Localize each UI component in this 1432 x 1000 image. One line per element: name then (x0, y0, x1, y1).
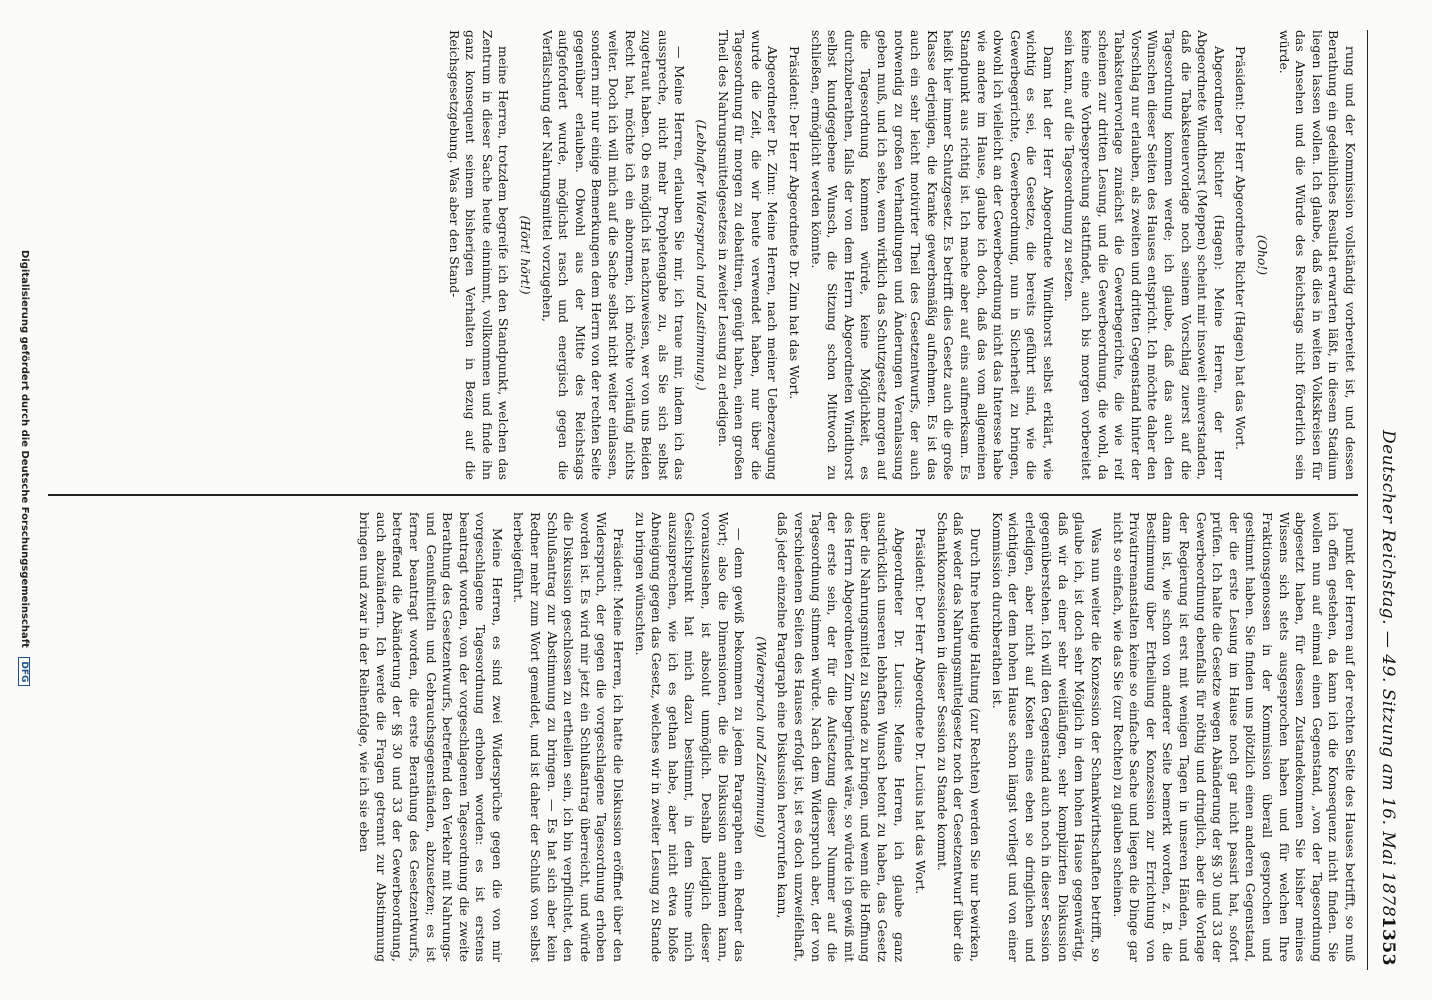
paragraph: — denn gewiß bekommen zu jedem Paragraphen ein Redner das Wort; also die Dimensionen, die die Diskussion annehmen kann, vorauszusehen, ist absolut unmöglich. Deshalb lediglich dieser Gesichtspunkt hat mich dazu bestimmt, in dem Sinne mich auszusprechen, wie ich es gethan habe, aber nicht etwa bloße Abneigung gegen das Gesetz, welches wir in zweiter Lesung zu Stande zu bringen wünschten. (632, 512, 748, 962)
interjection: (Oho!) (1255, 234, 1271, 276)
page-header (1367, 30, 1404, 970)
paragraph: Präsident: Der Herr Abgeordnete Richter (Hagen) hat das Wort. (1233, 46, 1249, 450)
paragraph: Durch Ihre heutige Haltung (zur Rechten) werden Sie nur bewirken, daß weder das Nahrungsmittelgesetz noch der Gesetzentwurf über die Schankkonzessionen in dieser Session zu Stande kommt. (934, 512, 983, 962)
paragraph: Abgeordneter Dr. Zinn: Meine Herren, nach meiner Ueberzeugung wurde die Zeit, die wir heute verwendet haben, nur über die Tagesordnung für morgen zu debattiren, genügt haben, einen großen Theil des Nahrungsmittelgesetzes in zweiter Lesung zu erledigen. (715, 30, 781, 480)
paragraph: Abgeordneter Richter (Hagen): Meine Herren, der Herr Abgeordnete Windthorst (Meppen) scheint mir insoweit einverstanden, daß die Tabaksteuervorlage noch seinem Vorschlag zuerst auf die Tagesordnung kommen werde; ich glaube, daß das auch den Wünschen dieser Seiten des Hauses entspricht. Ich möchte daher den Vorschlag nur erlauben, als zweiten und dritten Gegenstand hinter der Tabaksteuervorlage zunächst die Gewerbegerichte, die wie reif scheinen zur dritten Lesung, und die Gewerbeordnung, die wohl, da keine eine Vorbesprechung stattfindet, auch bis morgen vorbereitet sein kann, auf die Tagesordnung zu setzen. (1062, 30, 1227, 480)
paragraph: rung und der Kommission vollständig vorbereitet ist, und dessen Berathung ein gedeihliches Resultat erwarten läßt, in diesem Stadium liegen lassen wollen. Ich glaube, daß dies in weiten Volkskreisen für das Ansehen und die Würde des Reichstags nicht förderlich sein würde. (1276, 30, 1358, 480)
paragraph: Was nun weiter die Konzession der Schankwirthschaften betrifft, so glaube ich, ist doch sehr Möglich in dem hohen Hause gegenwärtig, daß wir da einer sehr weitläufigen, sehr komplizirten Diskussion gegenüberstehen. Ich will den Gegenstand auch noch in dieser Session erledigen, aber nicht auf Kosten eines eben so dringlichen und wichtigen, der dem hohen Hause schon längst vorliegt und von einer Kommission durchberathen ist. (989, 512, 1105, 962)
left-column (38, 512, 1358, 962)
header-title: Deutscher Reichstag. — 49. Sitzung am 16. Mai 1878. (1378, 430, 1398, 923)
right-column (38, 30, 1358, 480)
page-number: 1353 (1378, 916, 1398, 966)
digitization-credit (12, 250, 30, 686)
paragraph: meine Herren, trotzdem begreife ich den Standpunkt, welchen das Zentrum in dieser Sache heute einnimmt, vollkommen und finde ihn ganz konsequent seinem bisherigen Verhalten in Bezug auf die Reichsgesetzgebung. Was aber den Stand- (446, 30, 512, 480)
paragraph: Meine Herren, es sind zwei Widersprüche gegen die von mir vorgeschlagene Tagesordnung erhoben worden: es ist erstens beantragt worden, von der vorgeschlagenen Tagesordnung die zweite Berathung des Gesetzentwurfs, betreffend den Verkehr mit Nahrungs- und Genußmitteln und Gebrauchsgegenständen, abzusetzen; es ist ferner beantragt worden, die erste Berathung des Gesetzentwurfs, betreffend die Abänderung der §§ 30 und 33 der Gewerbeordnung, auch abzuändern. Ich werde die Fragen getrennt zur Abstimmung bringen und zwar in der Reihenfolge, wie ich sie eben (357, 512, 505, 962)
credit-text: Digitalisierung gefördert durch die Deutsche Forschungsgemeinschaft (19, 250, 30, 648)
dfg-logo: DFG (18, 657, 30, 686)
interjection: (Hört! hört!) (518, 215, 534, 295)
paragraph: Präsident: Der Herr Abgeordnete Dr. Zinn hat das Wort. (787, 46, 802, 400)
paragraph: — Meine Herren, erlauben Sie mir, ich traue mir, indem ich das ausspreche, nicht mehr Prophetengabe zu, als Sie sich selbst zugetraut haben. Ob es möglich ist nachzuweisen, wer von uns Beiden Recht hat, möchte ich ein abnormen, ich möchte vorläufig nichts weiter. Doch ich will mich auf die Sache selbst nicht weiter einlassen, sondern mir nur einige Bemerkungen dem Herrn von der rechten Seite gegenüber erlauben. Obwohl aus der Mitte des Reichstags aufgefordert wurde, möglichst rasch und energisch gegen die Verfälschung der Nahrungsmittel vorzugehen, (539, 30, 688, 480)
paragraph: Präsident: Meine Herren, ich hatte die Diskussion eröffnet über den Widerspruch, der gegen die vorgeschlagene Tagesordnung erhoben worden ist. Es wird mir jetzt ein Schlußantrag überreicht, und würde die Diskussion geschlossen zu ertheilen sein, ich bin verpflichtet, den Schlußantrag zur Abstimmung zu bringen. — Es hat sich aber kein Redner mehr zum Wort gemeldet, und ist daher der Schluß von selbst herbeigeführt. (511, 512, 627, 962)
paragraph: Abgeordneter Dr. Lucius: Meine Herren, ich glaube ganz ausdrücklich unseren lebhaften Wunsch betont zu haben, das Gesetz über die Nahrungsmittel zu Stande zu bringen, und wenn die Hoffnung des Herrn Abgeordneten Zinn begründet wäre, so würde ich gewiß mit der erste sein, der für die Aufsetzung dieser Nummer auf die Tagesordnung stimmen würde. Nach dem Widerspruch aber, der von verschiedenen Seiten des Hauses erfolgt ist, ist es doch unzweifelhaft, daß jeder einzelne Paragraph eine Diskussion hervorrufen kann, (775, 512, 907, 962)
paragraph: Präsident: Der Herr Abgeordnete Dr. Lucius hat das Wort. (913, 528, 929, 895)
paragraph: Dann hat der Herr Abgeordnete Windthorst selbst erklärt, wie wichtig es sei, die Gesetze, die bereits geführt sind, wie die Gewerbegerichte, Gewerbeordnung, nun in Sicherheit zu bringen, obwohl ich vielleicht an der Gewerbeordnung nicht das Interesse habe wie andere im Hause, glaube ich doch, daß das vom allgemeinen Standpunkt aus richtig ist. Ich mache aber auf eins aufmerksam. Es heißt hier immer Schutzgesetz. Es betrifft dies Gesetz auch die große Klasse derjenigen, die Kranke gewerbsmäßig aufnehmen. Es ist das auch ein sehr leicht motivirter Theil des Gesetzentwurfs, der auch notwendig zu großen Verhandlungen und Änderungen Veranlassung geben muß, und ich sehe, wenn wirklich das Schutzgesetz morgen auf die Tagesordnung kommen würde, keine Möglichkeit, es durchzuberathen, falls der von dem Herrn Abgeordneten Windthorst selbst kundgegebene Wunsch, die Sitzung schon Mittwoch zu schließen, ermöglicht werden könnte. (808, 30, 1056, 480)
column-divider (48, 494, 1358, 496)
interjection: (Lebhafter Widerspruch und Zustimmung.) (694, 119, 710, 391)
paragraph: punkt der Herren auf der rechten Seite des Hauses betrifft, so muß ich offen gestehen, da kann ich die Konsequenz nicht finden. Sie wollen nun auf einmal einen Gegenstand, „von der Tagesordnung abgesetzt haben, für dessen Zustandekommen Sie bisher meines Wissens sich stets ausgesprochen haben und für welchen Ihre Fraktionsgenossen in der Kommission überall gesprochen und gestimmt haben. Sie finden uns plötzlich einen anderen Gegenstand, der die erste Lesung im Hause noch gar nicht passirt hat, sofort prüfen. Ich halte die Gesetze wegen Abänderung der §§ 30 und 33 der Gewerbeordnung ebenfalls für nöthig und dringlich, aber die Vorlage der Regierung ist erst mit wenigen Tagen in unseren Händen, und dann ist, wie schon von anderer Seite bemerkt worden, z. B. die Bestimmung über Ertheilung der Konzession zur Errichtung von Privatirrenanstalten keine so einfache Sache und liegen die Dinge gar nicht so einfach, wie das Sie (zur Rechten) zu glauben scheinen. (1110, 512, 1358, 962)
interjection: (Widerspruch und Zustimmung) (753, 636, 769, 838)
